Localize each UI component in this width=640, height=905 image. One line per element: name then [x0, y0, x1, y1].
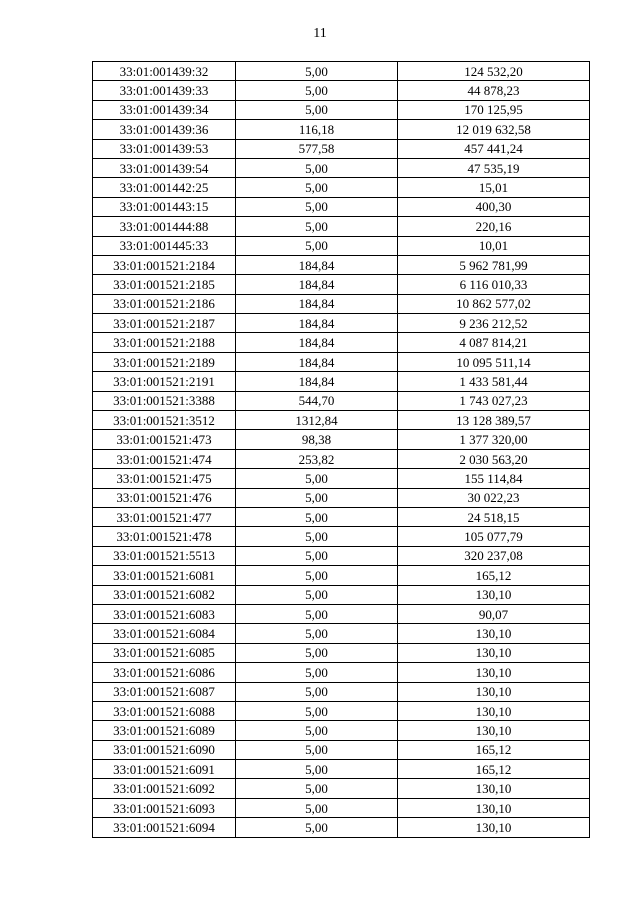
area-cell: 5,00: [236, 566, 398, 585]
table-row: [93, 779, 590, 798]
value-cell: 90,07: [398, 604, 590, 623]
cadastral-number-cell: 33:01:001521:5513: [93, 546, 236, 565]
cadastral-number-cell: 33:01:001521:474: [93, 449, 236, 468]
cadastral-number-cell: 33:01:001521:3388: [93, 391, 236, 410]
cadastral-number-cell: 33:01:001521:6085: [93, 643, 236, 662]
value-cell: 170 125,95: [398, 100, 590, 119]
value-cell: 24 518,15: [398, 507, 590, 526]
area-cell: 544,70: [236, 391, 398, 410]
area-cell: 184,84: [236, 314, 398, 333]
cadastral-number-cell: 33:01:001521:6093: [93, 798, 236, 817]
cadastral-number-cell: 33:01:001443:15: [93, 197, 236, 216]
cadastral-number-cell: 33:01:001439:36: [93, 120, 236, 139]
cadastral-number-cell: 33:01:001439:53: [93, 139, 236, 158]
table-row: [93, 217, 590, 236]
area-cell: 5,00: [236, 585, 398, 604]
table-row: [93, 818, 590, 837]
table-row: [93, 663, 590, 682]
value-cell: 10 862 577,02: [398, 294, 590, 313]
table-row: [93, 139, 590, 158]
area-cell: 184,84: [236, 372, 398, 391]
area-cell: 184,84: [236, 275, 398, 294]
value-cell: 30 022,23: [398, 488, 590, 507]
value-cell: 130,10: [398, 798, 590, 817]
cadastral-number-cell: 33:01:001521:473: [93, 430, 236, 449]
value-cell: 320 237,08: [398, 546, 590, 565]
value-cell: 15,01: [398, 178, 590, 197]
value-cell: 10 095 511,14: [398, 352, 590, 371]
area-cell: 5,00: [236, 217, 398, 236]
cadastral-number-cell: 33:01:001521:2189: [93, 352, 236, 371]
value-cell: 9 236 212,52: [398, 314, 590, 333]
table-row: [93, 430, 590, 449]
table-row: [93, 411, 590, 430]
value-cell: 10,01: [398, 236, 590, 255]
cadastral-number-cell: 33:01:001521:6086: [93, 663, 236, 682]
value-cell: 130,10: [398, 721, 590, 740]
table-row: [93, 604, 590, 623]
table-row: [93, 62, 590, 81]
table-row: [93, 314, 590, 333]
value-cell: 12 019 632,58: [398, 120, 590, 139]
area-cell: 253,82: [236, 449, 398, 468]
cadastral-number-cell: 33:01:001521:2191: [93, 372, 236, 391]
cadastral-number-cell: 33:01:001521:2184: [93, 255, 236, 274]
cadastral-number-cell: 33:01:001521:6081: [93, 566, 236, 585]
area-cell: 5,00: [236, 798, 398, 817]
cadastral-number-cell: 33:01:001521:476: [93, 488, 236, 507]
area-cell: 184,84: [236, 294, 398, 313]
cadastral-number-cell: 33:01:001439:32: [93, 62, 236, 81]
table-row: [93, 566, 590, 585]
table-row: [93, 585, 590, 604]
table-row: [93, 352, 590, 371]
area-cell: 5,00: [236, 197, 398, 216]
area-cell: 1312,84: [236, 411, 398, 430]
cadastral-number-cell: 33:01:001439:54: [93, 158, 236, 177]
cadastral-number-cell: 33:01:001521:3512: [93, 411, 236, 430]
area-cell: 98,38: [236, 430, 398, 449]
area-cell: 5,00: [236, 643, 398, 662]
area-cell: 5,00: [236, 760, 398, 779]
table-row: [93, 469, 590, 488]
value-cell: 130,10: [398, 701, 590, 720]
value-cell: 457 441,24: [398, 139, 590, 158]
table-row: [93, 100, 590, 119]
table-row: [93, 546, 590, 565]
value-cell: 130,10: [398, 624, 590, 643]
value-cell: 105 077,79: [398, 527, 590, 546]
cadastral-number-cell: 33:01:001521:2188: [93, 333, 236, 352]
table-row: [93, 197, 590, 216]
table-row: [93, 701, 590, 720]
area-cell: 577,58: [236, 139, 398, 158]
table-row: [93, 294, 590, 313]
area-cell: 5,00: [236, 469, 398, 488]
value-cell: 165,12: [398, 740, 590, 759]
table-row: [93, 798, 590, 817]
table-row: [93, 81, 590, 100]
value-cell: 2 030 563,20: [398, 449, 590, 468]
area-cell: 5,00: [236, 546, 398, 565]
area-cell: 5,00: [236, 740, 398, 759]
cadastral-number-cell: 33:01:001521:6092: [93, 779, 236, 798]
table-row: [93, 333, 590, 352]
table-row: [93, 624, 590, 643]
area-cell: 5,00: [236, 236, 398, 255]
cadastral-number-cell: 33:01:001439:34: [93, 100, 236, 119]
value-cell: 6 116 010,33: [398, 275, 590, 294]
area-cell: 5,00: [236, 527, 398, 546]
table-body: [93, 62, 590, 838]
area-cell: 184,84: [236, 352, 398, 371]
value-cell: 130,10: [398, 818, 590, 837]
table-row: [93, 527, 590, 546]
cadastral-number-cell: 33:01:001521:6094: [93, 818, 236, 837]
value-cell: 130,10: [398, 663, 590, 682]
value-cell: 1 433 581,44: [398, 372, 590, 391]
cadastral-number-cell: 33:01:001521:2185: [93, 275, 236, 294]
cadastral-number-cell: 33:01:001521:6090: [93, 740, 236, 759]
area-cell: 5,00: [236, 507, 398, 526]
table-row: [93, 158, 590, 177]
value-cell: 130,10: [398, 585, 590, 604]
value-cell: 47 535,19: [398, 158, 590, 177]
area-cell: 5,00: [236, 663, 398, 682]
value-cell: 13 128 389,57: [398, 411, 590, 430]
area-cell: 5,00: [236, 779, 398, 798]
cadastral-number-cell: 33:01:001442:25: [93, 178, 236, 197]
area-cell: 5,00: [236, 178, 398, 197]
value-cell: 130,10: [398, 682, 590, 701]
cadastral-number-cell: 33:01:001521:6082: [93, 585, 236, 604]
area-cell: 5,00: [236, 604, 398, 623]
table-row: [93, 178, 590, 197]
table-row: [93, 255, 590, 274]
cadastral-number-cell: 33:01:001521:6091: [93, 760, 236, 779]
area-cell: 5,00: [236, 701, 398, 720]
area-cell: 5,00: [236, 100, 398, 119]
area-cell: 5,00: [236, 488, 398, 507]
value-cell: 4 087 814,21: [398, 333, 590, 352]
table-row: [93, 643, 590, 662]
table-row: [93, 372, 590, 391]
cadastral-number-cell: 33:01:001521:2187: [93, 314, 236, 333]
table-row: [93, 682, 590, 701]
table-row: [93, 507, 590, 526]
area-cell: 184,84: [236, 255, 398, 274]
area-cell: 5,00: [236, 624, 398, 643]
cadastral-number-cell: 33:01:001521:2186: [93, 294, 236, 313]
cadastral-number-cell: 33:01:001521:477: [93, 507, 236, 526]
cadastral-number-cell: 33:01:001444:88: [93, 217, 236, 236]
value-cell: 1 743 027,23: [398, 391, 590, 410]
area-cell: 116,18: [236, 120, 398, 139]
value-cell: 1 377 320,00: [398, 430, 590, 449]
table-row: [93, 488, 590, 507]
cadastral-number-cell: 33:01:001521:478: [93, 527, 236, 546]
table-row: [93, 120, 590, 139]
area-cell: 5,00: [236, 158, 398, 177]
area-cell: 5,00: [236, 721, 398, 740]
page-number: 11: [313, 26, 327, 41]
value-cell: 44 878,23: [398, 81, 590, 100]
value-cell: 400,30: [398, 197, 590, 216]
table-row: [93, 721, 590, 740]
cadastral-number-cell: 33:01:001521:6089: [93, 721, 236, 740]
area-cell: 5,00: [236, 818, 398, 837]
value-cell: 165,12: [398, 566, 590, 585]
table-row: [93, 740, 590, 759]
cadastral-number-cell: 33:01:001521:6087: [93, 682, 236, 701]
cadastral-number-cell: 33:01:001521:6083: [93, 604, 236, 623]
value-cell: 130,10: [398, 779, 590, 798]
cadastral-number-cell: 33:01:001521:475: [93, 469, 236, 488]
cadastral-number-cell: 33:01:001521:6088: [93, 701, 236, 720]
table-row: [93, 449, 590, 468]
area-cell: 5,00: [236, 81, 398, 100]
area-cell: 184,84: [236, 333, 398, 352]
table-row: [93, 275, 590, 294]
value-cell: 5 962 781,99: [398, 255, 590, 274]
value-cell: 165,12: [398, 760, 590, 779]
value-cell: 124 532,20: [398, 62, 590, 81]
value-cell: 130,10: [398, 643, 590, 662]
table-row: [93, 391, 590, 410]
cadastral-number-cell: 33:01:001445:33: [93, 236, 236, 255]
area-cell: 5,00: [236, 682, 398, 701]
value-cell: 155 114,84: [398, 469, 590, 488]
cadastral-number-cell: 33:01:001439:33: [93, 81, 236, 100]
cadastral-table: [92, 61, 590, 838]
table-row: [93, 236, 590, 255]
table-row: [93, 760, 590, 779]
value-cell: 220,16: [398, 217, 590, 236]
area-cell: 5,00: [236, 62, 398, 81]
cadastral-number-cell: 33:01:001521:6084: [93, 624, 236, 643]
